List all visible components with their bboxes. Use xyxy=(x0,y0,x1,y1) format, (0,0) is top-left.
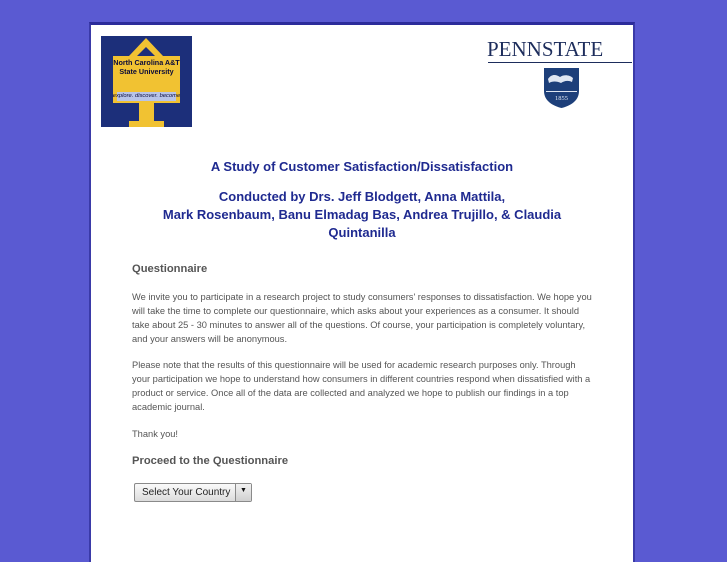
country-select[interactable] xyxy=(134,483,252,502)
authors-line-3: Quintanilla xyxy=(328,225,396,240)
nc-at-logo xyxy=(101,36,192,127)
penn-state-wordmark: PENNSTATE xyxy=(487,37,604,61)
page-card xyxy=(89,22,635,562)
purpose-paragraph: Please note that the results of this questionnaire will be used for academic research purposes only. Through your participation we hope to understand how consumers in different countries respond when dissatisfied with a product or service. Once all of the data are collected and analyzed we hope to publish our findings in a top academic journal. xyxy=(132,360,591,412)
country-select-toggle[interactable] xyxy=(235,484,251,501)
questionnaire-heading: Questionnaire xyxy=(132,263,208,275)
penn-state-shield-icon xyxy=(543,67,580,109)
nc-at-logo-line2: State University xyxy=(119,67,174,76)
chevron-down-icon: ▼ xyxy=(240,487,247,494)
penn-state-year: 1855 xyxy=(555,95,568,102)
country-select-value: Select Your Country xyxy=(142,487,231,498)
thank-you-text: Thank you! xyxy=(132,429,178,439)
penn-state-rule xyxy=(488,62,632,63)
proceed-heading: Proceed to the Questionnaire xyxy=(132,455,289,467)
authors-line-1: Conducted by Drs. Jeff Blodgett, Anna Mattila, xyxy=(218,189,506,204)
study-title: A Study of Customer Satisfaction/Dissatisfaction xyxy=(210,159,514,174)
authors-line-2: Mark Rosenbaum, Banu Elmadag Bas, Andrea Trujillo, & Claudia xyxy=(162,207,562,222)
intro-paragraph: We invite you to participate in a research project to study consumers' responses to dissatisfaction. We hope you will take the time to complete our questionnaire, which asks about your experiences as a consumer. It should take about 25 - 30 minutes to answer all of the questions. Of course, your participation is completely voluntary, and your answers will be anonymous. xyxy=(132,292,592,344)
nc-at-tagline: explore. discover. become xyxy=(112,93,181,99)
study-authors xyxy=(91,188,633,242)
nc-at-logo-line1: North Carolina A&T xyxy=(113,58,180,67)
